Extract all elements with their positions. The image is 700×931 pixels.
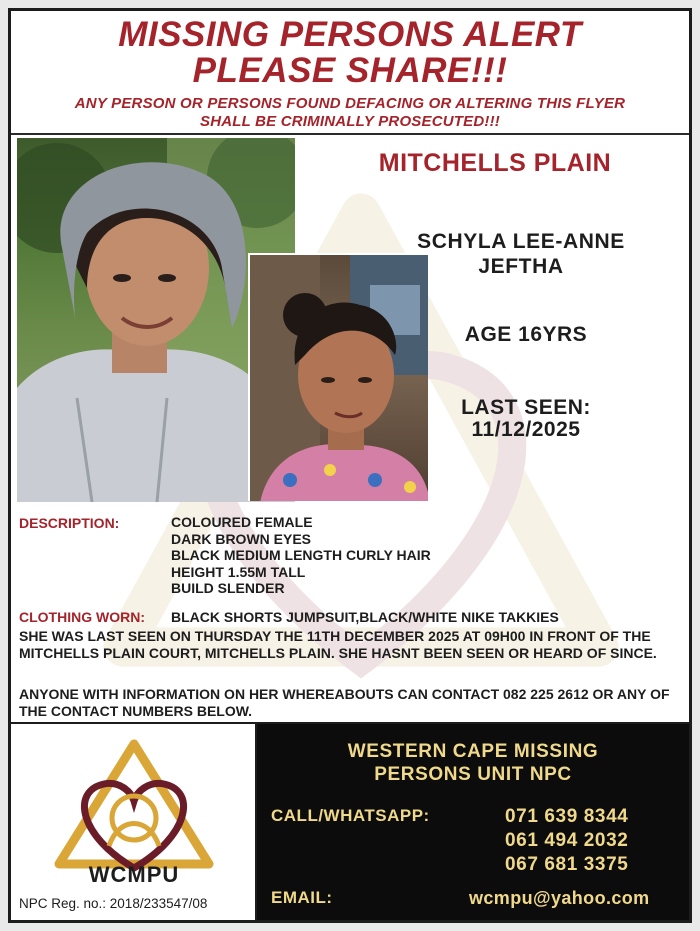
description-line: HEIGHT 1.55M TALL xyxy=(171,563,306,580)
age-text: AGE 16YRS xyxy=(464,323,588,346)
npc-registration-number: NPC Reg. no.: 2018/233547/08 xyxy=(19,896,208,911)
clothing-label: CLOTHING WORN: xyxy=(19,609,145,625)
alert-title: MISSING PERSONS ALERT xyxy=(118,15,582,54)
organization-logo-panel xyxy=(11,722,257,920)
description-line: BLACK MEDIUM LENGTH CURLY HAIR xyxy=(171,547,431,563)
location-heading: MITCHELLS PLAIN xyxy=(378,149,612,177)
description-line: DARK BROWN EYES xyxy=(171,530,312,547)
warning-line-1: ANY PERSON OR PERSONS FOUND DEFACING OR ALTERING THIS FLYER xyxy=(74,95,626,112)
organization-name xyxy=(257,740,689,786)
email-address: wcmpu@yahoo.com xyxy=(469,888,650,908)
last-seen-label: LAST SEEN: xyxy=(461,396,591,419)
description-label: DESCRIPTION: xyxy=(19,515,120,531)
call-whatsapp-label: CALL/WHATSAPP: xyxy=(271,806,430,825)
organization-name-line-1: WESTERN CAPE MISSING xyxy=(347,741,599,762)
organization-abbreviation: WCMPU xyxy=(88,862,180,887)
missing-person-photo-2 xyxy=(248,253,428,501)
name-line-2: JEFTHA xyxy=(478,255,564,278)
warning-line-2: SHALL BE CRIMINALLY PROSECUTED!!! xyxy=(200,113,500,130)
last-seen-block xyxy=(431,397,621,441)
contact-panel xyxy=(257,722,689,920)
share-title: PLEASE SHARE!!! xyxy=(192,51,508,90)
photo-2-illustration xyxy=(250,255,428,501)
last-seen-date: 11/12/2025 xyxy=(471,418,581,441)
clothing-value: BLACK SHORTS JUMPSUIT,BLACK/WHITE NIKE TAKKIES xyxy=(171,609,559,625)
phone-number: 071 639 8344 xyxy=(505,806,629,827)
flyer-header xyxy=(11,11,689,135)
phone-number: 061 494 2032 xyxy=(505,830,629,851)
missing-person-flyer xyxy=(8,8,692,923)
description-line: COLOURED FEMALE xyxy=(171,514,313,530)
email-label: EMAIL: xyxy=(271,888,333,907)
name-line-1: SCHYLA LEE-ANNE xyxy=(417,230,625,253)
contact-info-paragraph: ANYONE WITH INFORMATION ON HER WHEREABOUTS CAN CONTACT 082 225 2612 OR ANY OF THE CONTACT NUMBERS BELOW. xyxy=(19,686,670,719)
description-line: BUILD SLENDER xyxy=(171,580,285,596)
description-list xyxy=(171,514,431,597)
missing-person-name xyxy=(381,229,661,279)
organization-name-line-2: PERSONS UNIT NPC xyxy=(374,764,572,785)
last-seen-paragraph: SHE WAS LAST SEEN ON THURSDAY THE 11TH DECEMBER 2025 AT 09H00 IN FRONT OF THE MITCHELLS PLAIN COURT, MITCHELLS PLAIN. SHE HASNT BEEN SEEN OR HEARD OF SINCE. xyxy=(19,628,657,661)
wcmpu-logo-icon xyxy=(49,736,219,876)
phone-number: 067 681 3375 xyxy=(505,854,629,875)
